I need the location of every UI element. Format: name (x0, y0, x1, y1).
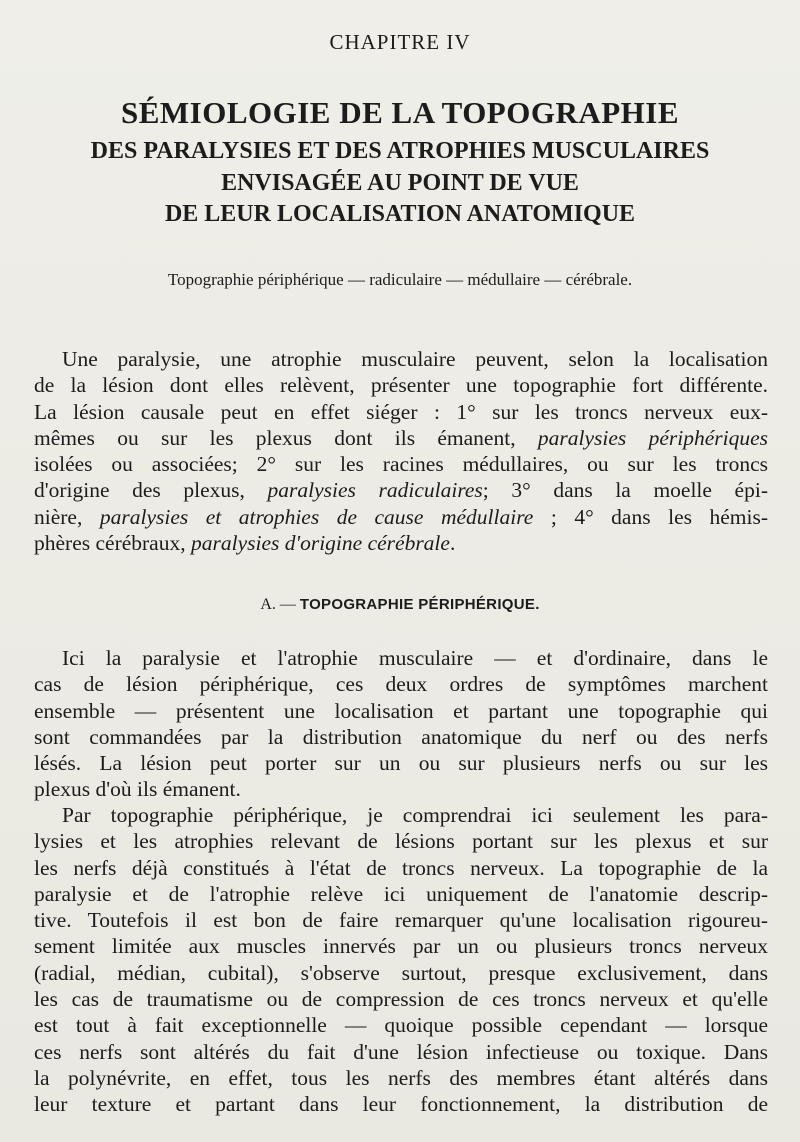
text-line: ensemble — présentent une localisation et partant une topographie qui (34, 698, 768, 723)
paragraph-2 (34, 802, 768, 1118)
text-line: lysies et les atrophies relevant de lésions portant sur les plexus et sur (34, 829, 768, 854)
section-heading (0, 596, 800, 614)
emphasis: paralysies radiculaires (267, 478, 483, 503)
chapter-title-line-1: DES PARALYSIES ET DES ATROPHIES MUSCULAIRES (90, 138, 710, 164)
text-line: la polynévrite, en effet, tous les nerfs des membres étant altérés dans (34, 1065, 768, 1090)
chapter-subtitle: Topographie périphérique — radiculaire — médullaire — cérébrale. (167, 270, 633, 289)
emphasis: paralysies périphériques (537, 425, 768, 450)
text-line: tive. Toutefois il est bon de faire remarquer qu'une localisation rigoureu- (34, 908, 768, 933)
text-line: lésés. La lésion peut porter sur un ou sur plusieurs nerfs ou sur les (34, 751, 768, 776)
chapter-title-line-2: ENVISAGÉE AU POINT DE VUE (221, 170, 579, 196)
text-line: sement limitée aux muscles innervés par un ou plusieurs troncs nerveux (34, 934, 768, 959)
text-line: d'origine des plexus, paralysies radiculaires; 3° dans la moelle épi- (34, 478, 768, 503)
text-line: sont commandées par la distribution anatomique du nerf ou des nerfs (34, 724, 768, 749)
text-line: les nerfs déjà constitués à l'état de troncs nerveux. La topographie de la (34, 855, 768, 880)
section-letter: A. — (260, 596, 300, 613)
text-line: cas de lésion périphérique, ces deux ordres de symptômes marchent (34, 672, 768, 697)
text-line: isolées ou associées; 2° sur les racines médullaires, ou sur les troncs (34, 452, 768, 477)
chapter-title: SÉMIOLOGIE DE LA TOPOGRAPHIE (120, 95, 680, 130)
text-line: plexus d'où ils émanent. (34, 777, 241, 802)
text-line: (radial, médian, cubital), s'observe surtout, presque exclusivement, dans (34, 960, 768, 985)
text-line: nière, paralysies et atrophies de cause médullaire ; 4° dans les hémis- (34, 504, 769, 529)
paragraph-1 (34, 645, 768, 803)
text-line: mêmes ou sur les plexus dont ils émanent, paralysies périphériques (34, 425, 768, 450)
text-line: phères cérébraux, paralysies d'origine cérébrale. (34, 531, 456, 556)
chapter-heading: CHAPITRE IV (329, 30, 471, 54)
text-line: paralysie et de l'atrophie relève ici uniquement de l'anatomie descrip- (34, 881, 768, 906)
text-line: Par topographie périphérique, je comprendrai ici seulement les para- (62, 803, 768, 827)
intro-paragraph (34, 346, 768, 556)
text-line: La lésion causale peut en effet siéger : 1° sur les troncs nerveux eux- (34, 399, 768, 424)
text-line: Une paralysie, une atrophie musculaire peuvent, selon la localisation (62, 347, 768, 371)
chapter-title-line-3: DE LEUR LOCALISATION ANATOMIQUE (164, 201, 636, 227)
emphasis: paralysies d'origine cérébrale (190, 531, 450, 556)
emphasis: paralysies et atrophies de cause médullaire (99, 504, 534, 529)
text-line: Ici la paralysie et l'atrophie musculaire — et d'ordinaire, dans le (62, 646, 768, 670)
text-line: de la lésion dont elles relèvent, présenter une topographie fort différente. (34, 373, 768, 398)
text-line: leur texture et partant dans leur fonctionnement, la distribution de (34, 1092, 768, 1117)
section-title: TOPOGRAPHIE PÉRIPHÉRIQUE. (299, 596, 540, 613)
text-line: est tout à fait exceptionnelle — quoique possible cependant — lorsque (34, 1013, 768, 1038)
text-line: ces nerfs sont altérés du fait d'une lésion infectieuse ou toxique. Dans (34, 1039, 768, 1064)
text-line: les cas de traumatisme ou de compression de ces troncs nerveux et qu'elle (34, 987, 768, 1012)
